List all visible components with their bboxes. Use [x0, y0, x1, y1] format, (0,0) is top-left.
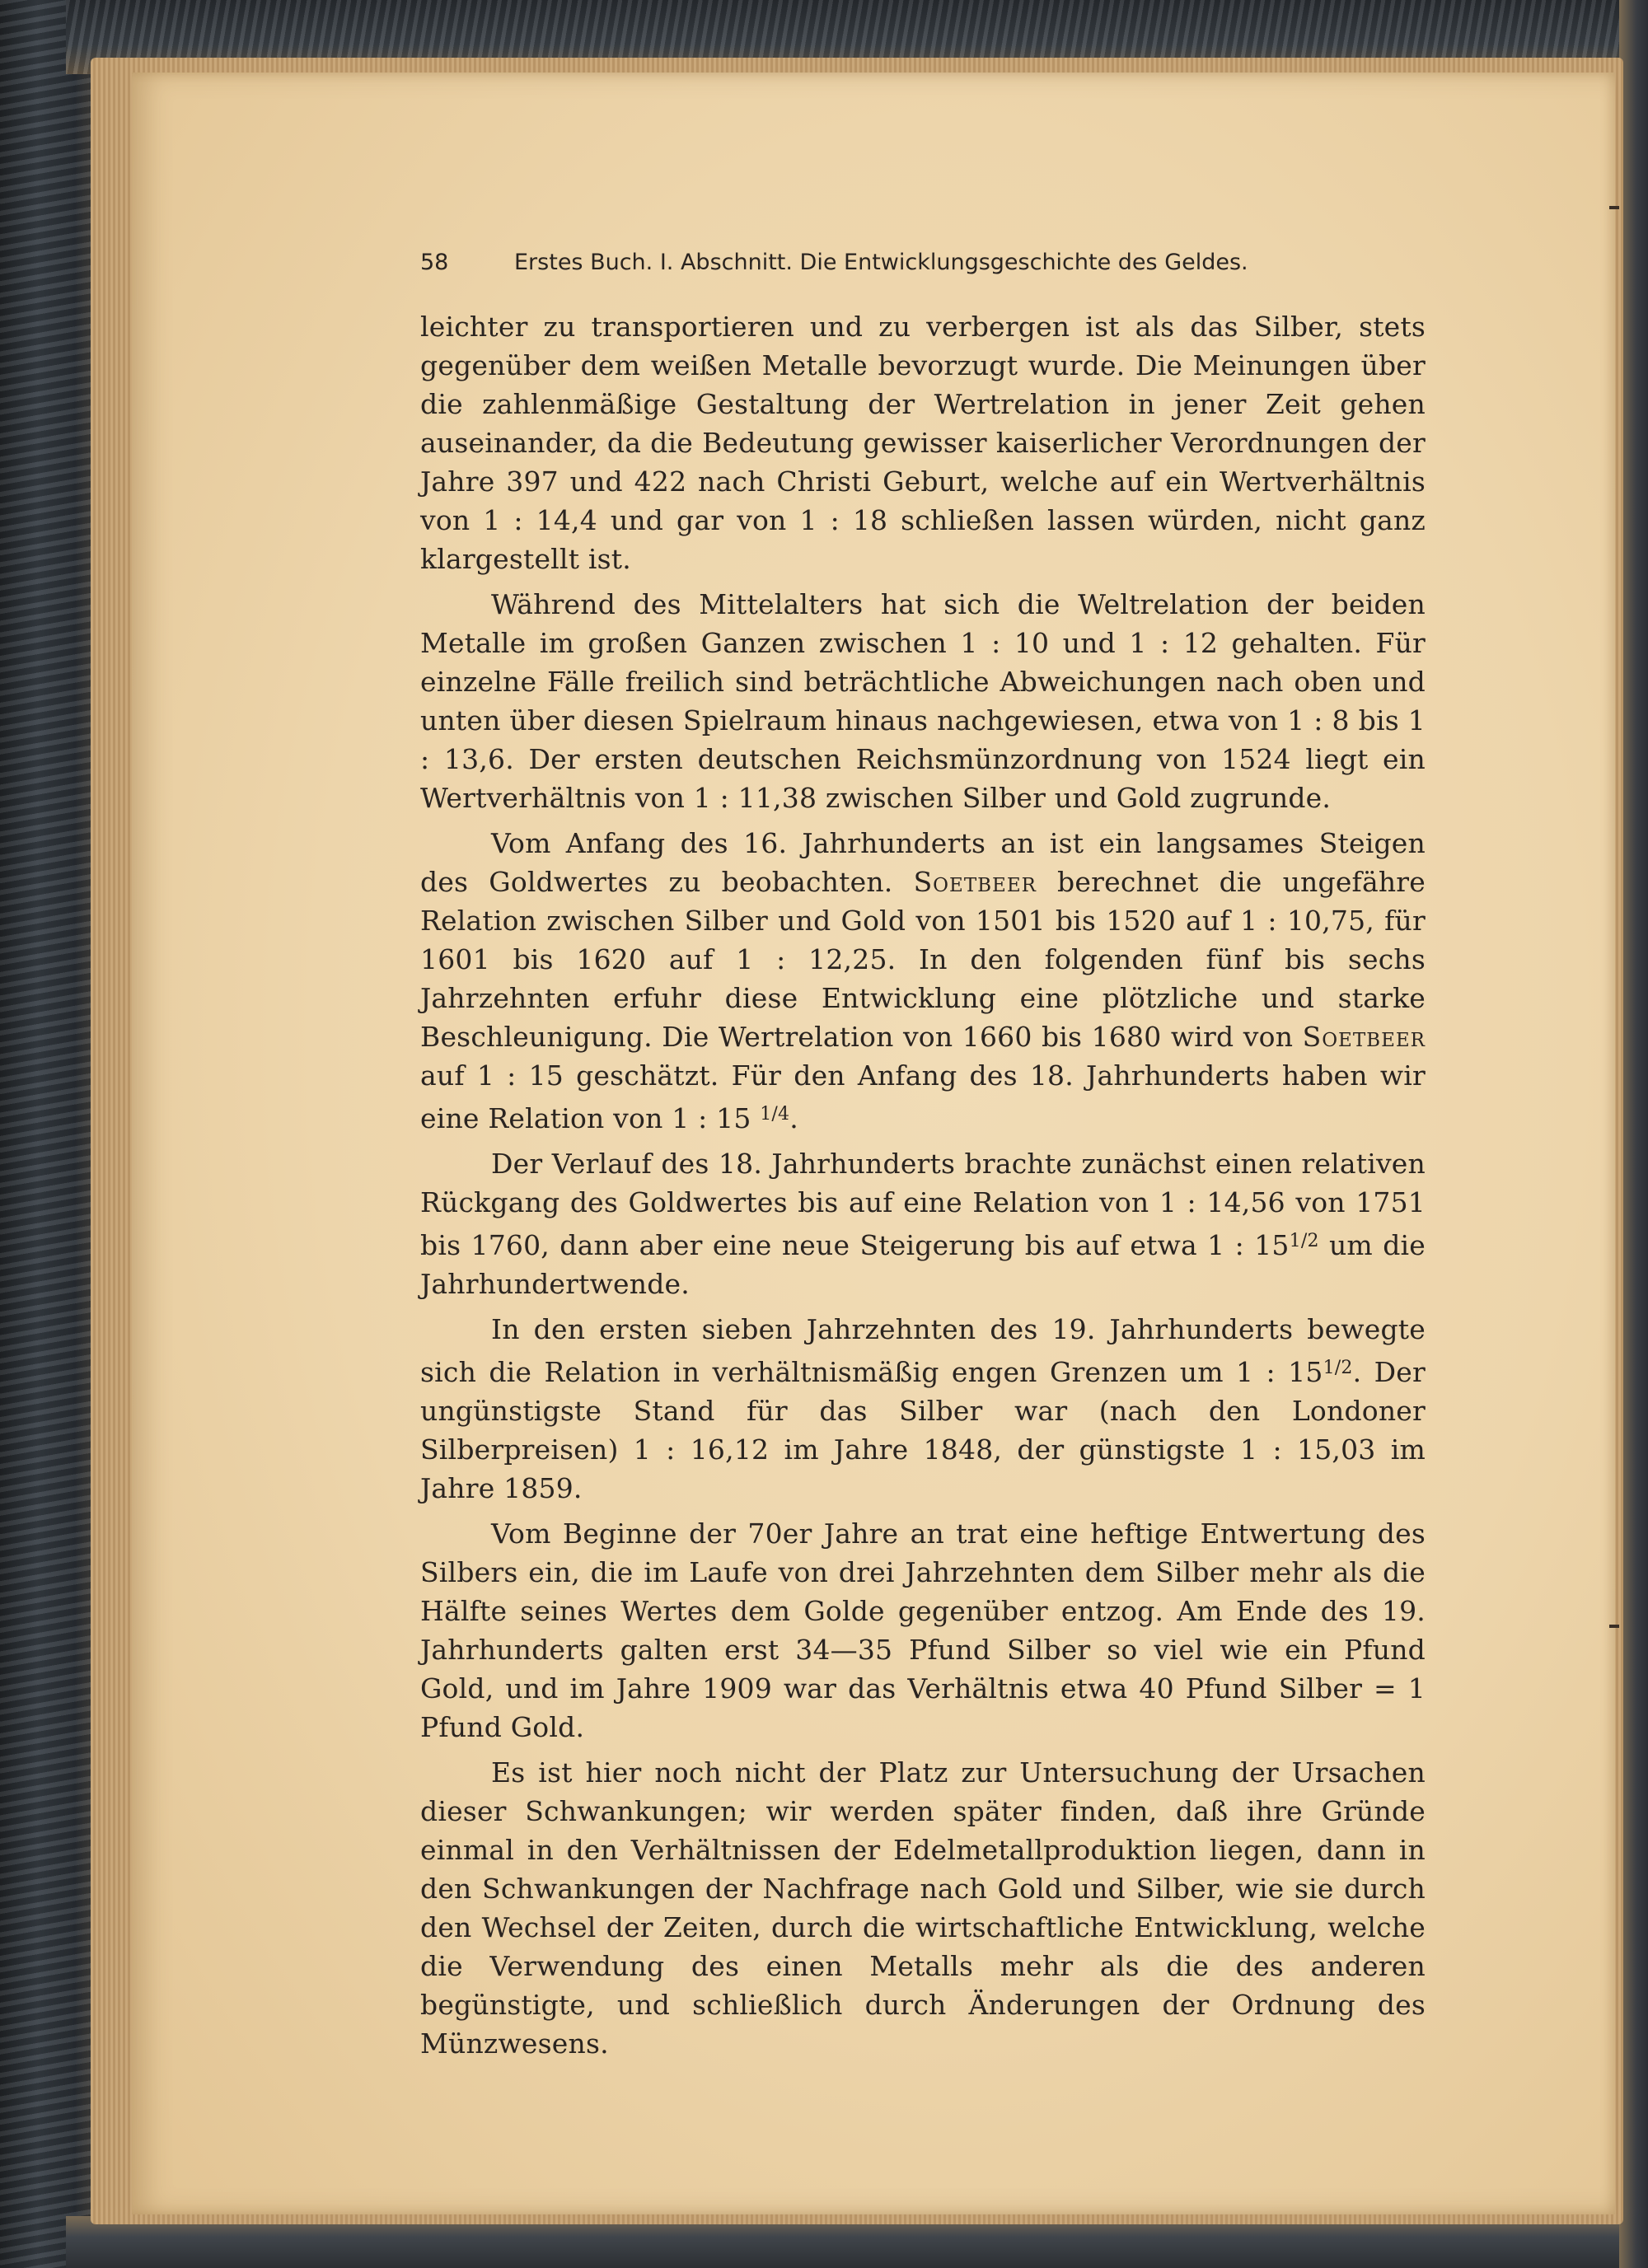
paragraph-text: auf 1 : 15 geschätzt. Für den Anfang des 18. Jahrhunderts haben wir eine Relation von 1 : 15: [420, 1059, 1426, 1134]
paragraph-text: Es ist hier noch nicht der Platz zur Untersuchung der Ursachen dieser Schwankungen; wir werden später finden, daß ihre Gründe einmal in den Verhältnissen der Edelmetallproduktion liegen, dann in den Schwankungen der Nachfrage nach Gold und Silber, wie sie durch den Wechsel der Zeiten, durch die wirtschaftliche Entwicklung, welche die Verwendung des einen Metalls mehr als die des anderen begünstigte, und schließlich durch Änderungen der Ordnung des Münzwesens.: [420, 1756, 1426, 2060]
paragraph-5: [420, 1310, 1426, 1508]
author-name: Soetbeer: [913, 866, 1037, 898]
running-head: [420, 250, 1426, 283]
paragraph-text: berechnet die ungefähre Relation zwischen Silber und Gold von 1501 bis 1520 auf 1 : 10,75, für 1601 bis 1620 auf 1 : 12,25. In den folgenden fünf bis sechs Jahrzehnten erfuhr diese Entwicklung eine plötzliche und starke Beschleunigung. Die Wertrelation von 1660 bis 1680 wird von: [420, 866, 1426, 1053]
page-body: [420, 307, 1426, 2069]
paragraph-4: [420, 1144, 1426, 1303]
running-title: Erstes Buch. I. Abschnitt. Die Entwicklungsgeschichte des Geldes.: [514, 250, 1248, 275]
paragraph-text: .: [789, 1102, 798, 1134]
paragraph-text: Vom Beginne der 70er Jahre an trat eine heftige Entwertung des Silbers ein, die im Laufe von drei Jahrzehnten dem Silber mehr als die Hälfte seines Wertes dem Golde gegenüber entzog. Am Ende des 19. Jahrhunderts galten erst 34—35 Pfund Silber so viel wie ein Pfund Gold, und im Jahre 1909 war das Verhältnis etwa 40 Pfund Silber = 1 Pfund Gold.: [420, 1517, 1426, 1743]
page-number: 58: [420, 250, 449, 275]
paragraph-text: um die Jahrhundertwende.: [420, 1229, 1426, 1300]
book-cover-right: [1619, 0, 1648, 2268]
paragraph-text: Der Verlauf des 18. Jahrhunderts brachte zunächst einen relativen Rückgang des Goldwertes bis auf eine Relation von 1 : 14,56 von 1751 bis 1760, dann aber eine neue Steigerung bis auf etwa 1 : 15: [420, 1148, 1426, 1261]
paragraph-text: Vom Anfang des 16. Jahrhunderts an ist ein langsames Steigen des Goldwertes zu beobachten.: [420, 827, 1426, 898]
paragraph-6: [420, 1514, 1426, 1747]
paragraph-7: [420, 1753, 1426, 2063]
paragraph-text: In den ersten sieben Jahrzehnten des 19. Jahrhunderts bewegte sich die Relation in verhältnismäßig engen Grenzen um 1 : 15: [420, 1313, 1426, 1388]
fraction: 1/2: [1289, 1231, 1319, 1251]
paragraph-2: [420, 585, 1426, 817]
margin-mark: [1609, 206, 1619, 209]
author-name: Soetbeer: [1302, 1021, 1426, 1053]
paragraph-3: [420, 824, 1426, 1138]
paragraph-1: [420, 307, 1426, 578]
fraction: 1/4: [760, 1104, 790, 1125]
fraction: 1/2: [1323, 1358, 1353, 1378]
margin-mark: [1609, 1625, 1619, 1628]
paragraph-text: . Der ungünstigste Stand für das Silber war (nach den Londoner Silberpreisen) 1 : 16,12 im Jahre 1848, der günstigste 1 : 15,03 im Jahre 1859.: [420, 1356, 1426, 1504]
paragraph-text: leichter zu transportieren und zu verbergen ist als das Silber, stets gegenüber dem weißen Metalle bevorzugt wurde. Die Meinungen über die zahlenmäßige Gestaltung der Wertrelation in jener Zeit gehen auseinander, da die Bedeutung gewisser kaiserlicher Verordnungen der Jahre 397 und 422 nach Christi Geburt, welche auf ein Wertverhältnis von 1 : 14,4 und gar von 1 : 18 schließen lassen würden, nicht ganz klargestellt ist.: [420, 311, 1426, 575]
paragraph-text: Während des Mittelalters hat sich die Weltrelation der beiden Metalle im großen Ganzen zwischen 1 : 10 und 1 : 12 gehalten. Für einzelne Fälle freilich sind beträchtliche Abweichungen nach oben und unten über diesen Spielraum hinaus nachgewiesen, etwa von 1 : 8 bis 1 : 13,6. Der ersten deutschen Reichsmünzordnung von 1524 liegt ein Wertverhältnis von 1 : 11,38 zwischen Silber und Gold zugrunde.: [420, 588, 1426, 814]
